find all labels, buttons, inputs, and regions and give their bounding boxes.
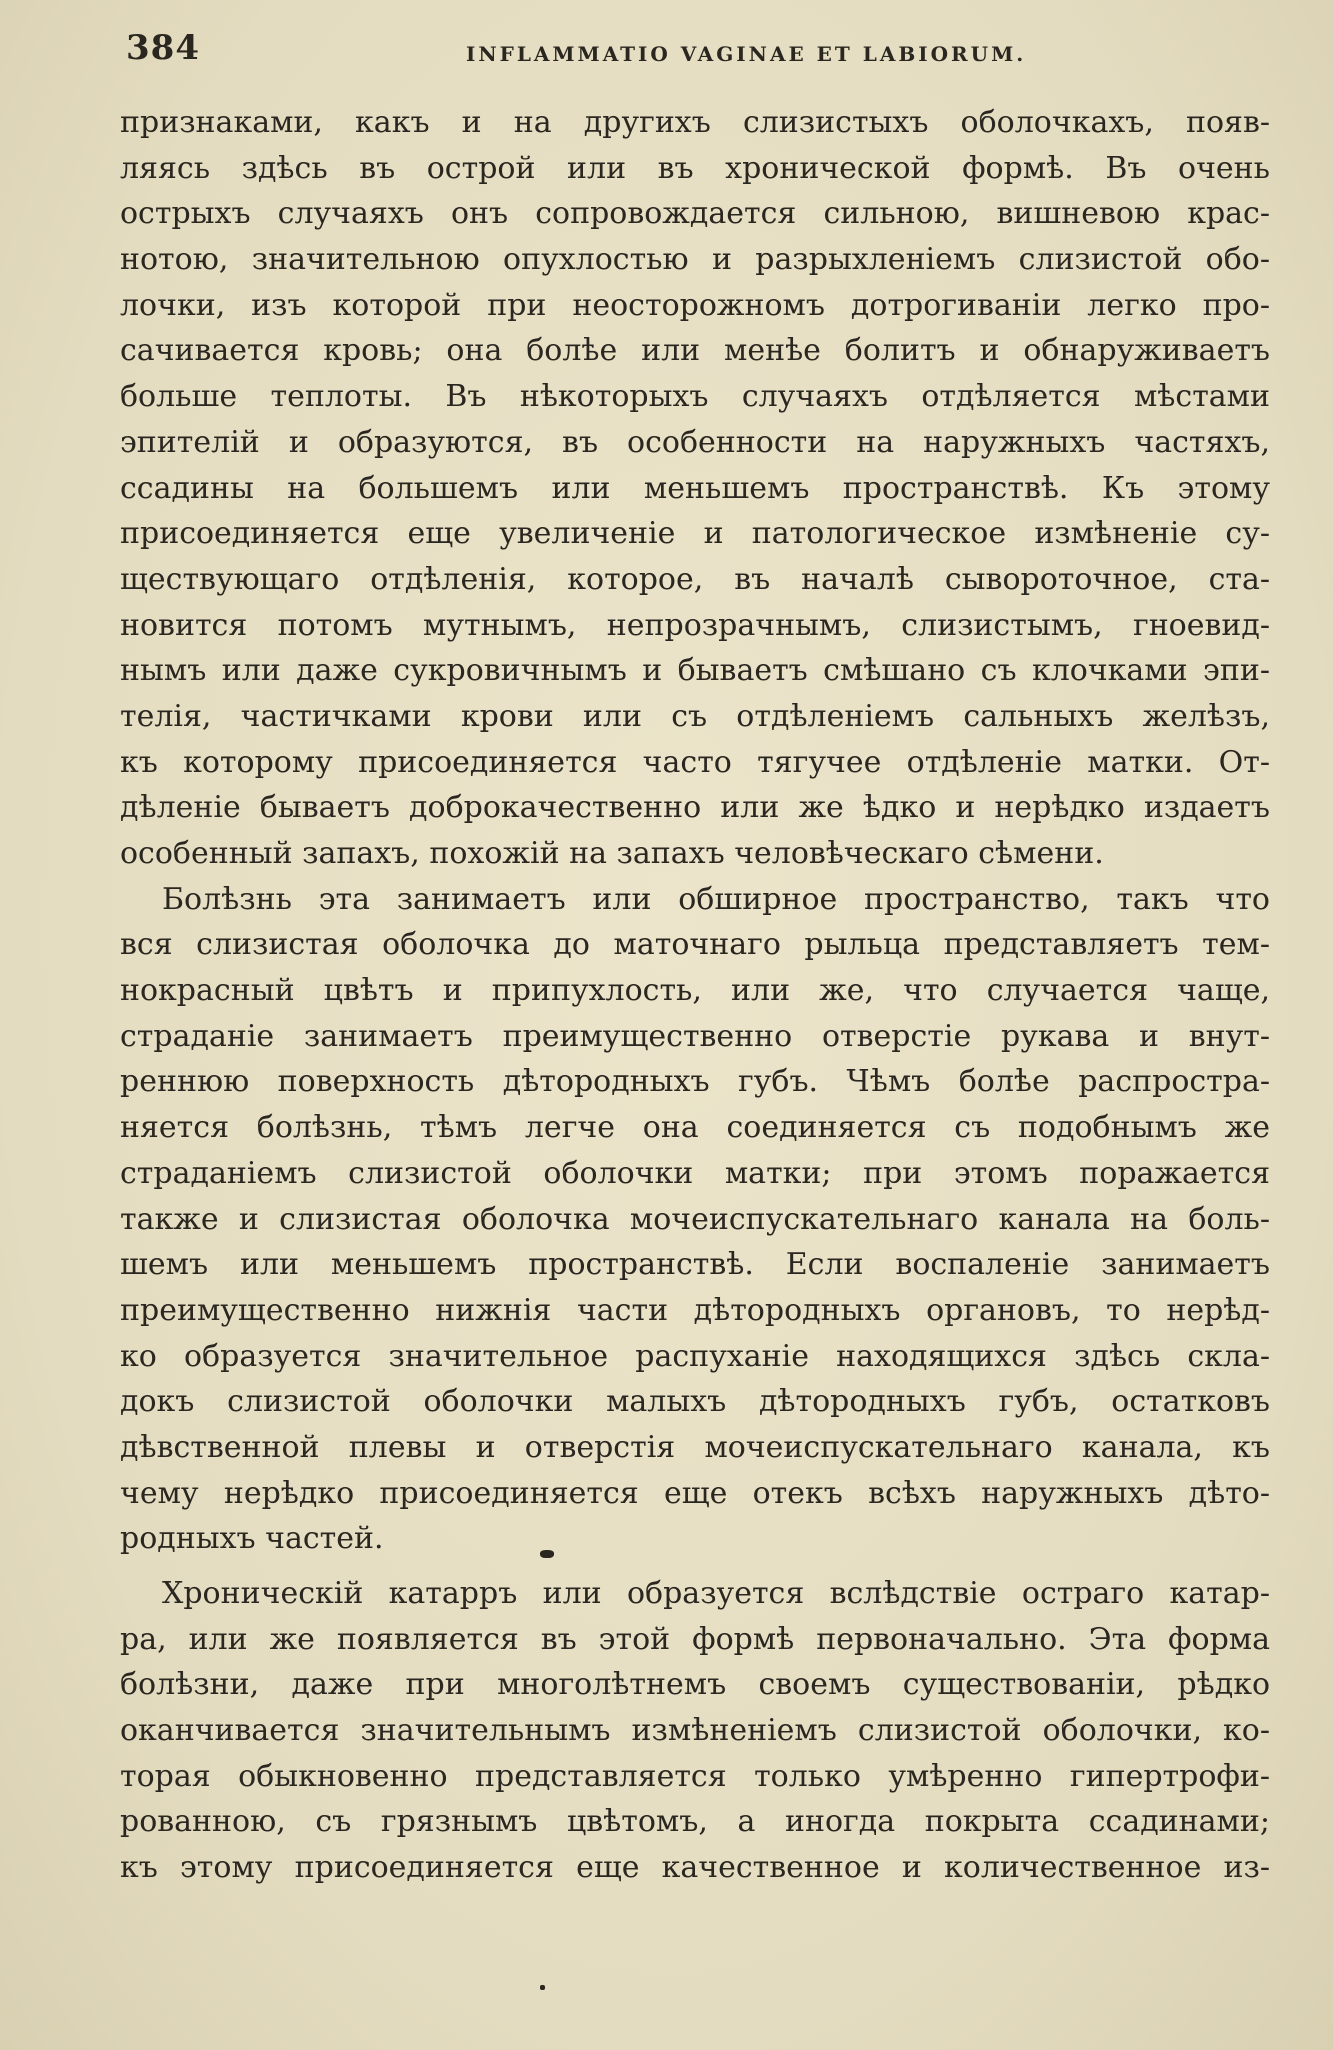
text-line: больше теплоты. Въ нѣкоторыхъ случаяхъ отдѣляется мѣстами	[120, 379, 1270, 415]
text-line: страданіемъ слизистой оболочки матки; при этомъ поражается	[120, 1155, 1270, 1191]
text-line: Хроническій катарръ или образуется вслѣдствіе остраго катар-	[162, 1576, 1270, 1611]
text-line: нокрасный цвѣтъ и припухлость, или же, что случается чаще,	[120, 973, 1270, 1009]
page-header	[126, 28, 1261, 78]
text-line: преимущественно нижнія части дѣтородныхъ органовъ, то нерѣд-	[120, 1292, 1270, 1328]
text-line: ссадины на большемъ или меньшемъ пространствѣ. Къ этому	[120, 470, 1270, 506]
text-line: къ этому присоединяется еще качественное и количественное из-	[120, 1850, 1270, 1886]
text-line: ко образуется значительное распуханіе находящихся здѣсь скла-	[120, 1338, 1270, 1374]
text-line: няется болѣзнь, тѣмъ легче она соединяется съ подобнымъ же	[120, 1110, 1270, 1146]
text-line: болѣзни, даже при многолѣтнемъ своемъ существованіи, рѣдко	[120, 1667, 1270, 1703]
text-line: родныхъ частей.	[120, 1521, 384, 1557]
body-text	[120, 100, 1270, 1891]
text-line: новится потомъ мутнымъ, непрозрачнымъ, слизистымъ, гноевид-	[120, 607, 1270, 643]
text-line: торая обыкновенно представляется только умѣренно гипертрофи-	[120, 1758, 1270, 1794]
text-line: дѣленіе бываетъ доброкачественно или же ѣдко и нерѣдко издаетъ	[120, 790, 1270, 826]
ink-mark	[540, 1550, 554, 1558]
text-line: докъ слизистой оболочки малыхъ дѣтородныхъ губъ, остатковъ	[120, 1384, 1270, 1420]
text-line: нотою, значительною опухлостью и разрыхленіемъ слизистой обо-	[120, 242, 1270, 278]
running-title: INFLAMMATIO VAGINAE ET LABIORUM.	[466, 42, 1027, 66]
text-line: эпителій и образуются, въ особенности на наружныхъ частяхъ,	[120, 424, 1270, 460]
text-line: ра, или же появляется въ этой формѣ первоначально. Эта форма	[120, 1621, 1270, 1657]
text-line: также и слизистая оболочка мочеиспускательнаго канала на боль-	[120, 1201, 1270, 1237]
text-line: особенный запахъ, похожій на запахъ человѣческаго сѣмени.	[120, 836, 1104, 871]
page-number: 384	[126, 28, 200, 68]
text-line: шемъ или меньшемъ пространствѣ. Если воспаленіе занимаетъ	[120, 1247, 1270, 1283]
paragraph-2	[120, 877, 1270, 1562]
text-line: лочки, изъ которой при неосторожномъ дотрогиваніи легко про-	[120, 287, 1270, 323]
text-line: сачивается кровь; она болѣе или менѣе болитъ и обнаруживаетъ	[120, 333, 1270, 369]
text-line: къ которому присоединяется часто тягучее отдѣленіе матки. От-	[120, 744, 1270, 780]
text-line: присоединяется еще увеличеніе и патологическое измѣненіе су-	[120, 516, 1270, 552]
text-line: нымъ или даже сукровичнымъ и бываетъ смѣшано съ клочками эпи-	[120, 653, 1270, 689]
paragraph-1	[120, 100, 1270, 877]
text-line: острыхъ случаяхъ онъ сопровождается сильною, вишневою крас-	[120, 196, 1270, 232]
text-line: вся слизистая оболочка до маточнаго рыльца представляетъ тем-	[120, 927, 1270, 963]
text-line: реннюю поверхность дѣтородныхъ губъ. Чѣмъ болѣе распростра-	[120, 1064, 1270, 1100]
text-line: оканчивается значительнымъ измѣненіемъ слизистой оболочки, ко-	[120, 1713, 1270, 1749]
text-line: телія, частичками крови или съ отдѣленіемъ сальныхъ желѣзъ,	[120, 698, 1270, 734]
text-line: признаками, какъ и на другихъ слизистыхъ оболочкахъ, появ-	[120, 105, 1270, 140]
text-line: ществующаго отдѣленія, которое, въ началѣ сывороточное, ста-	[120, 561, 1270, 597]
text-line: чему нерѣдко присоединяется еще отекъ всѣхъ наружныхъ дѣто-	[120, 1475, 1270, 1511]
paragraph-3	[120, 1571, 1270, 1891]
text-line: рованною, съ грязнымъ цвѣтомъ, а иногда покрыта ссадинами;	[120, 1804, 1270, 1840]
text-line: ляясь здѣсь въ острой или въ хронической формѣ. Въ очень	[120, 150, 1270, 186]
text-line: Болѣзнь эта занимаетъ или обширное пространство, такъ что	[162, 881, 1270, 917]
ink-dot	[540, 1985, 545, 1990]
text-line: дѣвственной плевы и отверстія мочеиспускательнаго канала, къ	[120, 1429, 1270, 1465]
text-line: страданіе занимаетъ преимущественно отверстіе рукава и внут-	[120, 1018, 1270, 1054]
